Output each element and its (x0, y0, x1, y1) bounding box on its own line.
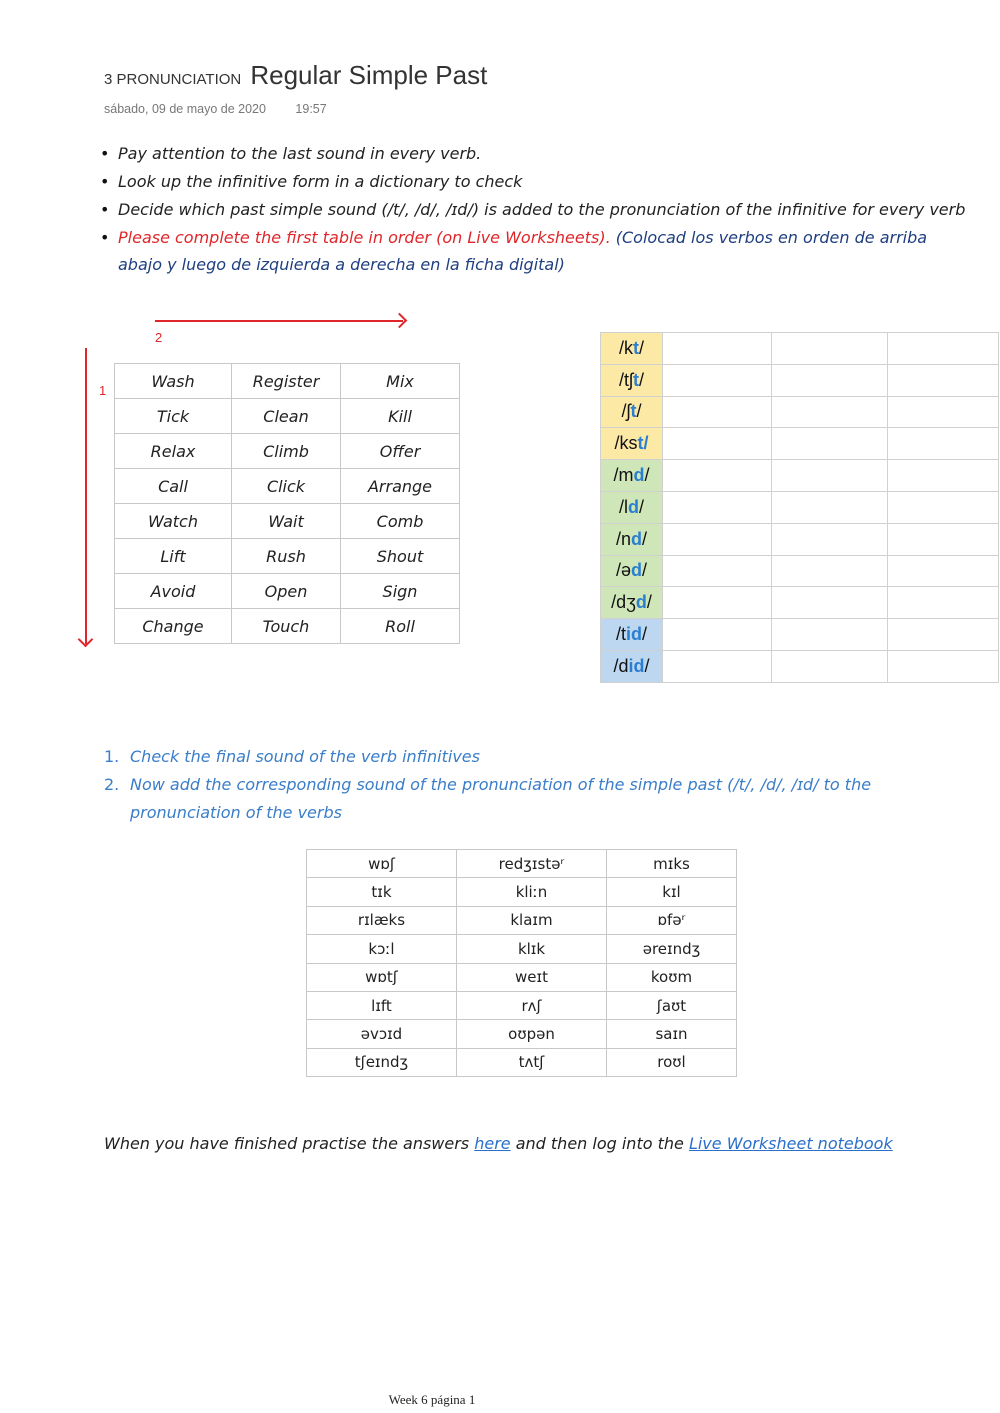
section-label: 3 PRONUNCIATION (104, 71, 242, 88)
sound-cell (601, 650, 663, 682)
table-row (601, 523, 999, 555)
answer-cell[interactable] (663, 333, 772, 365)
table-row (115, 504, 460, 539)
table-row (601, 364, 999, 396)
table-row (307, 850, 737, 878)
table-row (601, 587, 999, 619)
instruction-item: • Look up the infinitive form in a dictionary to check (98, 168, 968, 195)
ipa-cell: wɒʃ (307, 850, 457, 878)
table-row (307, 963, 737, 991)
verb-cell: Tick (115, 399, 232, 434)
practise-here-link[interactable]: here (474, 1134, 511, 1153)
ipa-cell: roʊl (607, 1048, 737, 1076)
sound-cell (601, 364, 663, 396)
answer-cell[interactable] (663, 460, 772, 492)
answer-cell[interactable] (663, 364, 772, 396)
answer-cell[interactable] (772, 428, 888, 460)
answer-cell[interactable] (772, 555, 888, 587)
verb-cell: Relax (115, 434, 232, 469)
sound-close: / (644, 655, 650, 676)
verbs-table (114, 363, 460, 644)
ipa-cell: tʃeɪndʒ (307, 1048, 457, 1076)
sound-stem: /l (618, 496, 628, 517)
arrow-right-icon (155, 320, 403, 322)
verb-cell: Wait (232, 504, 341, 539)
sound-cell (601, 587, 663, 619)
verb-cell: Climb (232, 434, 341, 469)
answer-cell[interactable] (663, 428, 772, 460)
sound-stem: /n (615, 528, 631, 549)
ipa-cell: kɪl (607, 878, 737, 906)
answer-cell[interactable] (772, 619, 888, 651)
ipa-cell: tʌtʃ (457, 1048, 607, 1076)
verb-cell: Clean (232, 399, 341, 434)
verb-cell: Mix (341, 364, 460, 399)
table-row (115, 574, 460, 609)
table-row (115, 469, 460, 504)
answer-cell[interactable] (663, 650, 772, 682)
answer-cell[interactable] (772, 650, 888, 682)
sound-close: / (642, 528, 648, 549)
sound-stem: /ə (615, 560, 631, 581)
ipa-table (306, 849, 737, 1077)
verb-cell: Sign (341, 574, 460, 609)
sound-ending: id (626, 624, 642, 645)
verb-cell: Rush (232, 539, 341, 574)
sound-stem: /k (618, 337, 633, 358)
ipa-cell: saɪn (607, 1020, 737, 1048)
sound-cell (601, 460, 663, 492)
ipa-cell: əreɪndʒ (607, 935, 737, 963)
page-meta (104, 102, 327, 116)
date: sábado, 09 de mayo de 2020 (104, 102, 266, 116)
sounds-table (600, 332, 999, 683)
sound-ending: d (631, 560, 642, 581)
answer-cell[interactable] (888, 650, 999, 682)
instruction-item: • Decide which past simple sound (/t/, /d/, /ɪd/) is added to the pronunciation of the infinitive for every verb (98, 196, 968, 223)
ipa-cell: rʌʃ (457, 991, 607, 1019)
sound-ending: t (633, 337, 639, 358)
instruction-blue-text: (Colocad los verbos en orden de arriba abajo y luego de izquierda a derecha en la ficha digital) (118, 228, 928, 274)
sound-close: / (644, 465, 650, 486)
ipa-cell: kliːn (457, 878, 607, 906)
ipa-cell: koʊm (607, 963, 737, 991)
verb-cell: Call (115, 469, 232, 504)
sound-cell (601, 428, 663, 460)
answer-cell[interactable] (663, 587, 772, 619)
page-footer: Week 6 página 1 (388, 1392, 476, 1407)
sound-cell (601, 333, 663, 365)
table-row (601, 460, 999, 492)
answer-cell[interactable] (888, 523, 999, 555)
live-worksheet-notebook-link[interactable]: Live Worksheet notebook (688, 1134, 893, 1153)
ipa-cell: ʃaʊt (607, 991, 737, 1019)
sound-close: / (642, 560, 648, 581)
answer-cell[interactable] (888, 491, 999, 523)
sound-cell (601, 619, 663, 651)
step-text: Now add the corresponding sound of the pronunciation of the simple past (/t/, /d/, /ɪd/ to the pronunciation of the verbs (130, 775, 872, 822)
instruction-red-text: Please complete the first table in order (on Live Worksheets). (118, 228, 611, 247)
sound-ending: id (628, 655, 645, 676)
answer-cell[interactable] (772, 460, 888, 492)
ipa-cell: mɪks (607, 850, 737, 878)
ipa-cell: klaɪm (457, 906, 607, 934)
arrow-label-1: 1 (99, 383, 107, 398)
ipa-cell: redʒɪstəʳ (457, 850, 607, 878)
ipa-cell: ɒfəʳ (607, 906, 737, 934)
steps-list (104, 743, 934, 827)
sound-close: / (642, 624, 648, 645)
instruction-item (98, 224, 968, 278)
sound-ending: d (635, 592, 647, 613)
table-row (307, 1048, 737, 1076)
sound-cell (601, 523, 663, 555)
table-row (307, 935, 737, 963)
sound-stem: /ʃ (621, 401, 631, 422)
verb-cell: Watch (115, 504, 232, 539)
sound-close: / (646, 592, 652, 613)
ipa-cell: oʊpən (457, 1020, 607, 1048)
sound-stem: /tʃ (618, 369, 633, 390)
answer-cell[interactable] (772, 364, 888, 396)
table-row (307, 991, 737, 1019)
verb-cell: Lift (115, 539, 232, 574)
answer-cell[interactable] (663, 555, 772, 587)
table-row (601, 650, 999, 682)
sound-stem: /m (613, 465, 634, 486)
sound-stem: /dʒ (611, 592, 636, 613)
table-row (307, 906, 737, 934)
answer-cell[interactable] (663, 619, 772, 651)
table-row (115, 364, 460, 399)
answer-cell[interactable] (772, 491, 888, 523)
answer-cell[interactable] (888, 460, 999, 492)
sound-stem: /ks (614, 433, 638, 454)
ipa-cell: əvɔɪd (307, 1020, 457, 1048)
verb-cell: Kill (341, 399, 460, 434)
sound-close: / (636, 401, 642, 422)
verb-cell: Offer (341, 434, 460, 469)
sound-ending: d (633, 465, 645, 486)
verb-cell: Wash (115, 364, 232, 399)
answer-cell[interactable] (772, 523, 888, 555)
sound-cell (601, 396, 663, 428)
verb-cell: Shout (341, 539, 460, 574)
table-row (601, 555, 999, 587)
table-row (601, 396, 999, 428)
answer-cell[interactable] (772, 333, 888, 365)
sound-close: / (638, 496, 644, 517)
answer-cell[interactable] (772, 396, 888, 428)
answer-cell[interactable] (888, 555, 999, 587)
finish-text (104, 1134, 893, 1153)
answer-cell[interactable] (663, 523, 772, 555)
verb-cell: Change (115, 609, 232, 644)
ipa-cell: weɪt (457, 963, 607, 991)
time: 19:57 (295, 102, 327, 116)
instruction-item: • Pay attention to the last sound in every verb. (98, 140, 968, 167)
step-item (104, 771, 934, 827)
step-number: 1. (104, 747, 120, 766)
table-row (601, 491, 999, 523)
sound-close: / (639, 369, 645, 390)
step-number: 2. (104, 775, 120, 794)
verb-cell: Click (232, 469, 341, 504)
answer-cell[interactable] (888, 333, 999, 365)
page-header (104, 60, 487, 91)
step-text: Check the final sound of the verb infinitives (130, 747, 480, 766)
sound-ending: t (633, 369, 639, 390)
finish-part2: and then log into the (510, 1134, 689, 1153)
arrow-label-2: 2 (155, 330, 163, 345)
sound-ending: t (630, 401, 637, 422)
table-row (115, 399, 460, 434)
finish-part1: When you have finished practise the answers (104, 1134, 475, 1153)
verb-cell: Comb (341, 504, 460, 539)
answer-cell[interactable] (888, 364, 999, 396)
table-row (307, 1020, 737, 1048)
arrow-down-icon (85, 348, 87, 644)
ipa-cell: lɪft (307, 991, 457, 1019)
verb-cell: Touch (232, 609, 341, 644)
answer-cell[interactable] (888, 619, 999, 651)
verb-cell: Avoid (115, 574, 232, 609)
answer-cell[interactable] (772, 587, 888, 619)
verb-cell: Roll (341, 609, 460, 644)
page-title: Regular Simple Past (250, 60, 488, 90)
ipa-cell: wɒtʃ (307, 963, 457, 991)
verb-cell: Open (232, 574, 341, 609)
answer-cell[interactable] (663, 396, 772, 428)
answer-cell[interactable] (888, 396, 999, 428)
ipa-cell: tɪk (307, 878, 457, 906)
verb-cell: Arrange (341, 469, 460, 504)
ipa-cell: klɪk (457, 935, 607, 963)
table-row (601, 428, 999, 460)
table-row (115, 539, 460, 574)
answer-cell[interactable] (663, 491, 772, 523)
table-row (307, 878, 737, 906)
sound-ending: t/ (637, 433, 649, 454)
instructions-list (98, 140, 968, 279)
table-row (115, 434, 460, 469)
sound-cell (601, 555, 663, 587)
answer-cell[interactable] (888, 587, 999, 619)
sound-ending: d (631, 528, 642, 549)
sound-stem: /t (615, 624, 626, 645)
verb-cell: Register (232, 364, 341, 399)
ipa-cell: rɪlæks (307, 906, 457, 934)
sound-cell (601, 491, 663, 523)
step-item (104, 743, 934, 771)
ipa-cell: kɔːl (307, 935, 457, 963)
answer-cell[interactable] (888, 428, 999, 460)
sound-ending: d (627, 496, 639, 517)
table-row (601, 333, 999, 365)
sound-close: / (639, 337, 645, 358)
table-row (601, 619, 999, 651)
sound-stem: /d (613, 655, 629, 676)
table-row (115, 609, 460, 644)
